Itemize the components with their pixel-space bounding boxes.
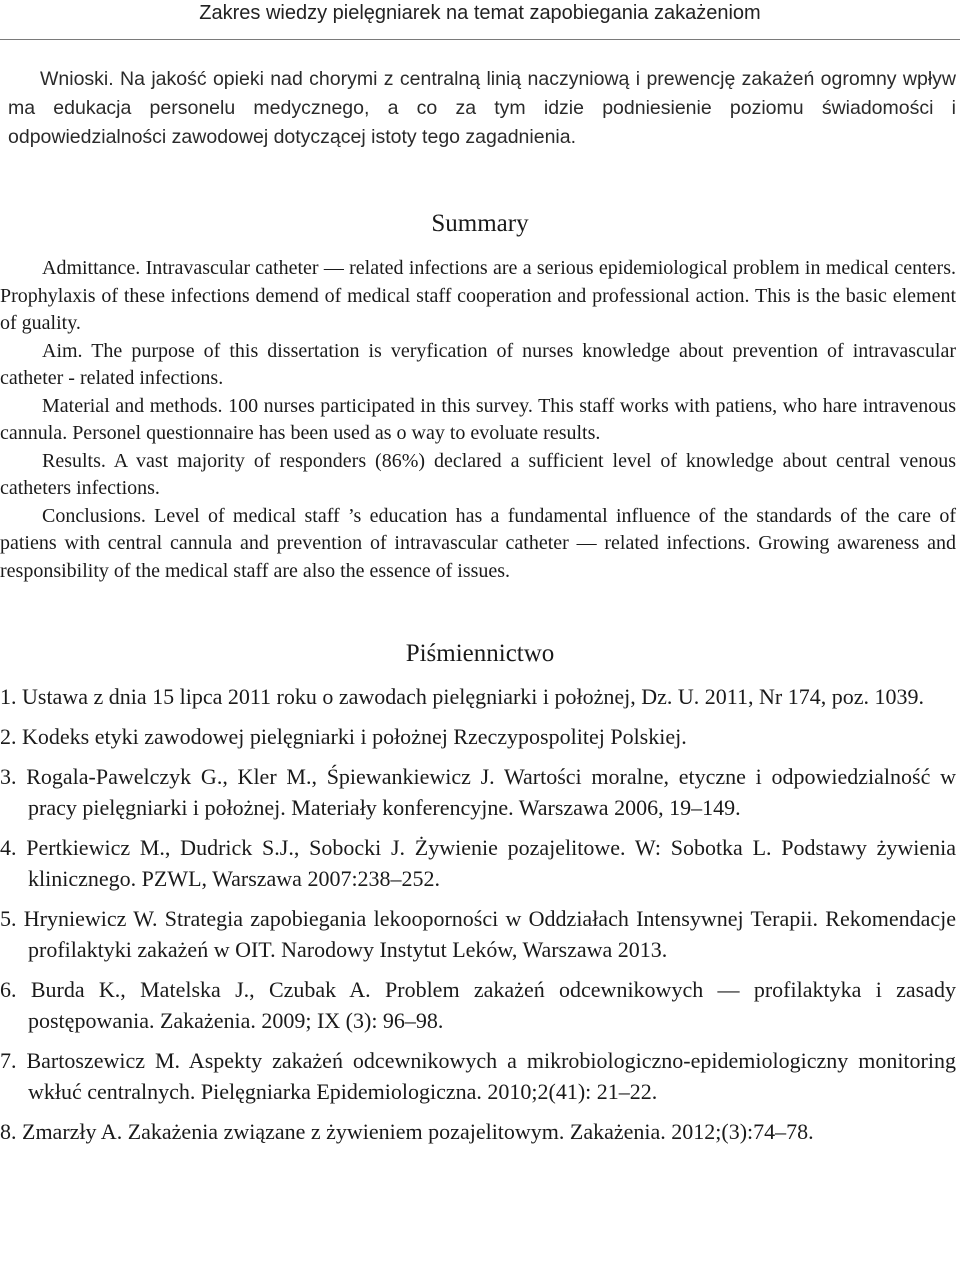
reference-item: 2. Kodeks etyki zawodowej pielęgniarki i położnej Rzeczypospolitej Polskiej. [0, 724, 687, 749]
reference-item: 6. Burda K., Matelska J., Czubak A. Problem zakażeń odcewnikowych — profilaktyka i zasady postępowania. Zakażenia. 2009; IX (3): 96–98. [0, 977, 956, 1033]
references-heading: Piśmiennictwo [405, 640, 555, 667]
references-list [0, 681, 956, 1156]
summary-admittance: Admittance. Intravascular catheter — related infections are a serious epidemiological problem in medical centers. Prophylaxis of these infections demend of medical staff cooperation and professional action. This is the basic element of guality. [0, 257, 956, 334]
reference-item: 4. Pertkiewicz M., Dudrick S.J., Sobocki J. Żywienie pozajelitowe. W: Sobotka L. Podstawy żywienia klinicznego. PZWL, Warszawa 2007:238–252. [0, 835, 956, 891]
reference-item: 5. Hryniewicz W. Strategia zapobiegania lekooporności w Oddziałach Intensywnej Terapii. Rekomendacje profilaktyki zakażeń w OIT. Narodowy Instytut Leków, Warszawa 2013. [0, 906, 956, 962]
header-rule [0, 39, 960, 40]
summary-conclusions: Conclusions. Level of medical staff ’s education has a fundamental influence of the standards of the care of patiens with central cannula and prevention of intravascular catheter — related infections. Growing awareness and responsibility of the medical staff are also the essence of issues. [0, 504, 956, 582]
running-head: Zakres wiedzy pielęgniarek na temat zapobiegania zakażeniom [199, 2, 761, 24]
reference-item: 3. Rogala-Pawelczyk G., Kler M., Śpiewankiewicz J. Wartości moralne, etyczne i odpowiedzialność w pracy pielęgniarki i położnej. Materiały konferencyjne. Warszawa 2006, 19–149. [0, 764, 956, 820]
summary-heading: Summary [431, 210, 529, 237]
reference-item: 1. Ustawa z dnia 15 lipca 2011 roku o zawodach pielęgniarki i położnej, Dz. U. 2011, Nr 174, poz. 1039. [0, 684, 924, 709]
reference-item: 7. Bartoszewicz M. Aspekty zakażeń odcewnikowych a mikrobiologiczno-epidemiologiczny monitoring wkłuć centralnych. Pielęgniarka Epidemiologiczna. 2010;2(41): 21–22. [0, 1048, 956, 1104]
reference-item: 8. Zmarzły A. Zakażenia związane z żywieniem pozajelitowym. Zakażenia. 2012;(3):74–78. [0, 1119, 814, 1144]
summary-methods: Material and methods. 100 nurses participated in this survey. This staff works with patiens, who hare intravenous cannula. Personel questionnaire has been used as o way to evoluate results. [0, 394, 956, 444]
summary-results: Results. A vast majority of responders (86%) declared a sufficient level of knowledge about central venous catheters infections. [0, 449, 956, 499]
summary-aim: Aim. The purpose of this dissertation is veryfication of nurses knowledge about prevention of intravascular catheter - related infections. [0, 339, 956, 389]
polish-conclusions-paragraph: Wnioski. Na jakość opieki nad chorymi z centralną linią naczyniową i prewencję zakażeń ogromny wpływ ma edukacja personelu medycznego, a co za tym idzie podniesienie poziomu świadomości i odpowiedzialności zawodowej dotyczącej istoty tego zagadnienia. [8, 68, 956, 148]
summary-section [0, 255, 956, 585]
